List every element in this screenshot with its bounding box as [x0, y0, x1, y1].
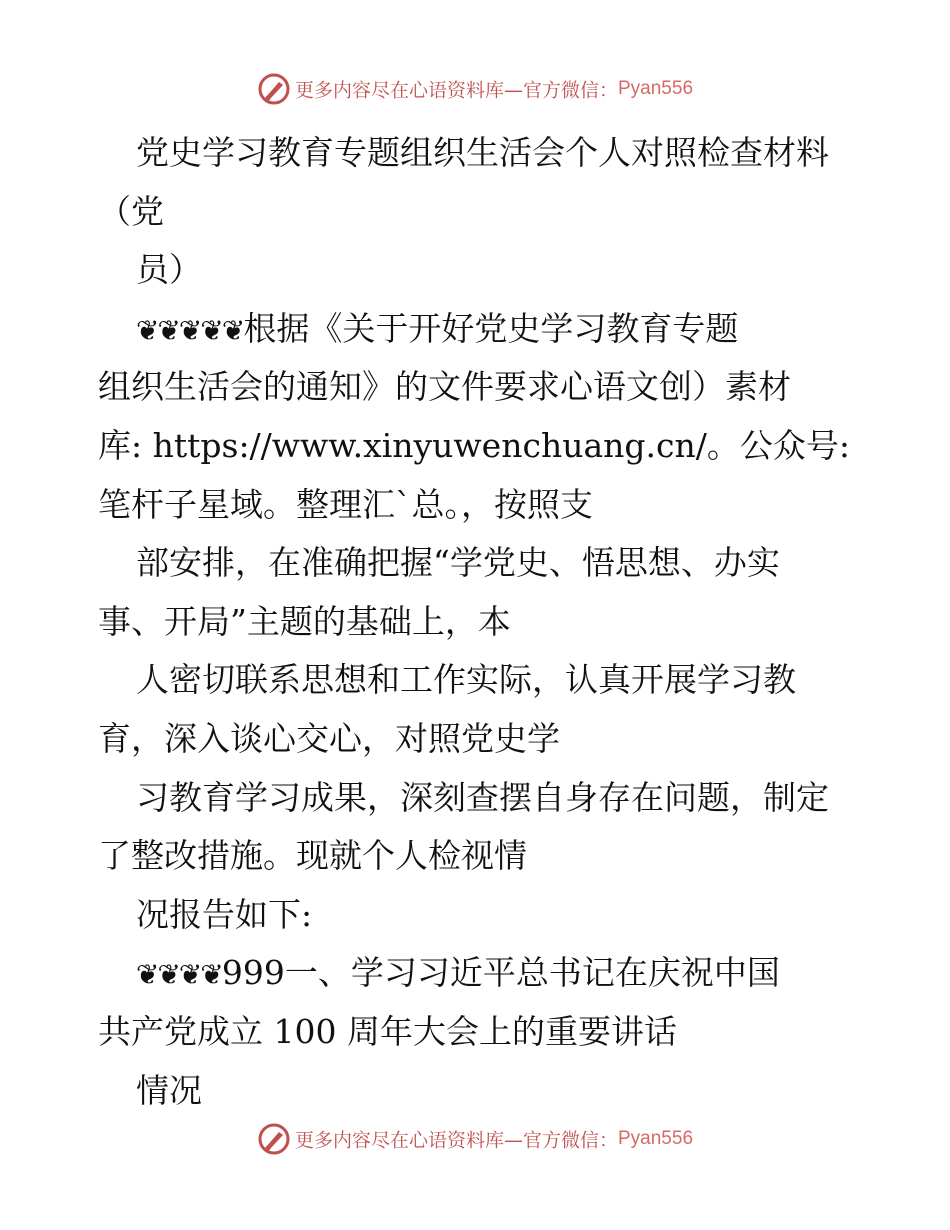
paragraph-line: 习教育学习成果，深刻查摆自身存在问题，制定 — [136, 777, 829, 817]
document-title-line: （党 — [98, 191, 164, 231]
paragraph-line: 育，深入谈心交心，对照党史学 — [98, 718, 560, 758]
paragraph-text: 根据《关于开好党史学习教育专题 — [243, 308, 739, 348]
header-banner — [0, 72, 950, 106]
paragraph-line: 共产党成立 100 周年大会上的重要讲话 — [98, 1011, 677, 1051]
footer-banner-wechat-id: Pyan556 — [618, 1128, 694, 1149]
document-body — [98, 124, 858, 1120]
paragraph-line: 人密切联系思想和工作实际，认真开展学习教 — [136, 660, 796, 700]
paragraph-line: 况报告如下: — [136, 894, 313, 934]
paragraph-line — [98, 944, 858, 1003]
floral-ornament-icon: ❦❦❦❦ — [136, 958, 222, 992]
paragraph-line — [98, 300, 858, 359]
footer-banner — [0, 1122, 950, 1156]
header-banner-text: 更多内容尽在心语资料库—官方微信： — [294, 79, 618, 102]
paragraph-line: 事、开局”主题的基础上，本 — [98, 601, 511, 641]
paragraph-text: 999一、学习习近平总书记在庆祝中国 — [221, 953, 780, 993]
paragraph-line: 情况 — [136, 1070, 202, 1110]
footer-banner-text: 更多内容尽在心语资料库—官方微信： — [294, 1129, 618, 1152]
paragraph-line: 部安排，在准确把握“学党史、悟思想、办实 — [136, 543, 780, 583]
pen-logo-icon — [257, 72, 291, 106]
paragraph-line: 组织生活会的通知》的文件要求心语文创）素材 — [98, 367, 791, 407]
pen-logo-icon — [257, 1122, 291, 1156]
floral-ornament-icon: ❦❦❦❦❦ — [136, 313, 244, 347]
document-title-line: 员） — [136, 250, 202, 290]
paragraph-line: 库: https://www.xinyuwenchuang.cn/。公众号: — [98, 425, 850, 465]
document-title-line: 党史学习教育专题组织生活会个人对照检查材料 — [136, 133, 829, 172]
header-banner-wechat-id: Pyan556 — [618, 78, 694, 99]
paragraph-line: 了整改措施。现就个人检视情 — [98, 836, 527, 876]
paragraph-line: 笔杆子星域。整理汇`总。，按照支 — [98, 484, 593, 524]
